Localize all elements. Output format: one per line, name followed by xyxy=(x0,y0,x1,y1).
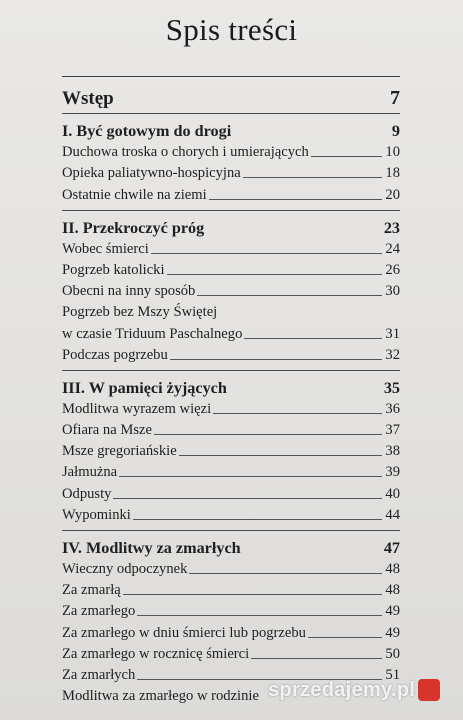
watermark-text: sprzedajemy.pl xyxy=(268,678,416,701)
toc-entry xyxy=(62,481,400,502)
section-heading-page: 9 xyxy=(391,122,400,140)
section-heading-label: I. Być gotowym do drogi xyxy=(62,122,232,140)
toc-entry xyxy=(62,397,400,418)
toc-intro-label: Wstęp xyxy=(62,88,114,109)
toc-entry xyxy=(62,503,400,524)
toc-entry-page: 26 xyxy=(385,261,400,278)
toc-entry xyxy=(62,439,400,460)
toc-intro-page: 7 xyxy=(390,87,400,109)
toc-entry-label: Za zmarłą xyxy=(62,582,121,599)
toc-entry-label: Wypominki xyxy=(62,506,131,523)
toc-leader xyxy=(209,199,383,200)
toc-intro xyxy=(62,76,400,107)
toc-entry-page: 30 xyxy=(385,283,400,300)
toc-entry-label: Za zmarłych xyxy=(62,666,136,683)
toc-entry xyxy=(62,140,400,161)
toc-entry-page: 24 xyxy=(385,240,400,257)
toc-entry-label: Za zmarłego xyxy=(62,603,136,620)
toc-leader xyxy=(243,177,383,178)
toc-entry-page: 20 xyxy=(385,186,400,203)
toc-entry-page: 18 xyxy=(385,165,400,182)
toc-intro-entry xyxy=(62,79,400,107)
toc-entry-page: 44 xyxy=(385,506,400,523)
toc-leader xyxy=(213,413,382,414)
toc-entry-page: 10 xyxy=(385,144,400,161)
toc-entry-page: 48 xyxy=(385,561,400,577)
toc-entry-page: 48 xyxy=(385,582,400,599)
toc-entry xyxy=(62,642,400,663)
toc-entry xyxy=(62,343,400,364)
toc-entry-label: Podczas pogrzebu xyxy=(62,346,168,363)
toc-leader xyxy=(170,359,383,360)
toc-entry-label: Duchowa troska o chorych i umierających xyxy=(62,144,309,161)
toc-leader xyxy=(137,615,382,616)
toc-section-heading xyxy=(62,213,400,237)
toc-leader xyxy=(119,476,382,477)
toc-leader xyxy=(197,295,382,296)
toc-entry xyxy=(62,161,400,182)
toc-entry-label: Ofiara na Msze xyxy=(62,422,152,439)
toc-entry xyxy=(62,300,400,321)
toc-leader xyxy=(179,455,383,456)
section-heading-label: IV. Modlitwy za zmarłych xyxy=(62,538,241,557)
toc-leader xyxy=(167,274,383,275)
toc-entry xyxy=(62,321,400,342)
toc-entry-page: 38 xyxy=(385,443,400,460)
toc-entry-label: Modlitwa wyrazem więzi xyxy=(62,400,212,417)
toc-entry-label: Ostatnie chwile na ziemi xyxy=(62,186,207,203)
toc-entry-label: Odpusty xyxy=(62,485,112,502)
toc-entry-label: w czasie Triduum Paschalnego xyxy=(62,325,243,342)
toc-entry-label: Pogrzeb katolicki xyxy=(62,261,165,278)
toc-section-heading xyxy=(62,116,400,140)
toc-leader xyxy=(189,573,382,574)
toc-entry-page: 50 xyxy=(385,645,400,662)
toc-entry-label: Pogrzeb bez Mszy Świętej xyxy=(62,304,218,321)
toc-entry xyxy=(62,578,400,599)
toc-entry-label: Msze gregoriańskie xyxy=(62,443,177,460)
section-heading-page: 23 xyxy=(383,218,400,237)
toc-entry-label: Modlitwa za zmarłego w rodzinie xyxy=(62,688,259,705)
toc-entry-label: Opieka paliatywno-hospicyjna xyxy=(62,165,241,182)
section-heading-page: 35 xyxy=(383,378,400,397)
toc-entry-page: 37 xyxy=(385,422,400,439)
watermark-badge-icon xyxy=(418,679,440,701)
toc-section-1 xyxy=(62,113,400,204)
toc-entry xyxy=(62,418,400,439)
toc-leader xyxy=(308,637,382,638)
toc-entry xyxy=(62,237,400,258)
section-heading-label: III. W pamięci żyjących xyxy=(62,378,227,397)
toc-leader xyxy=(151,253,383,254)
toc-leader xyxy=(154,434,382,435)
toc-entry-page: 39 xyxy=(385,464,400,481)
toc-section-3 xyxy=(62,370,400,524)
toc-entry xyxy=(62,258,400,279)
toc-entry-label: Wobec śmierci xyxy=(62,240,149,257)
toc-leader xyxy=(244,338,382,339)
toc-leader xyxy=(251,658,382,659)
page-title: Spis treści xyxy=(165,12,298,47)
toc-entry xyxy=(62,460,400,481)
toc-section-heading xyxy=(62,533,400,557)
toc-entry-label: Wieczny odpoczynek xyxy=(62,561,188,577)
toc-leader xyxy=(123,594,383,595)
toc-entry-page: 49 xyxy=(385,624,400,641)
section-heading-label: II. Przekroczyć próg xyxy=(62,218,205,237)
table-of-contents xyxy=(62,76,400,711)
toc-entry-label: Jałmużna xyxy=(62,464,118,481)
toc-entry xyxy=(62,557,400,578)
toc-leader xyxy=(311,156,383,157)
site-watermark xyxy=(268,672,458,708)
toc-entry xyxy=(62,599,400,620)
toc-entry xyxy=(62,620,400,641)
toc-entry-page: 51 xyxy=(385,666,400,683)
toc-entry-label: Za zmarłego w rocznicę śmierci xyxy=(62,645,250,662)
toc-entry-page: 32 xyxy=(385,346,400,363)
toc-entry xyxy=(62,279,400,300)
section-heading-page: 47 xyxy=(383,538,400,557)
toc-section-heading xyxy=(62,373,400,397)
toc-entry-label: Obecni na inny sposób xyxy=(62,283,196,300)
toc-entry-page: 36 xyxy=(385,400,400,417)
toc-entry-page: 40 xyxy=(385,485,400,502)
toc-entry-page: 49 xyxy=(385,603,400,620)
toc-entry-page: 31 xyxy=(385,325,400,342)
toc-leader xyxy=(133,519,383,520)
toc-section-2 xyxy=(62,210,400,364)
toc-entry-label: Za zmarłego w dniu śmierci lub pogrzebu xyxy=(62,624,306,641)
toc-entry xyxy=(62,182,400,203)
toc-leader xyxy=(113,498,382,499)
